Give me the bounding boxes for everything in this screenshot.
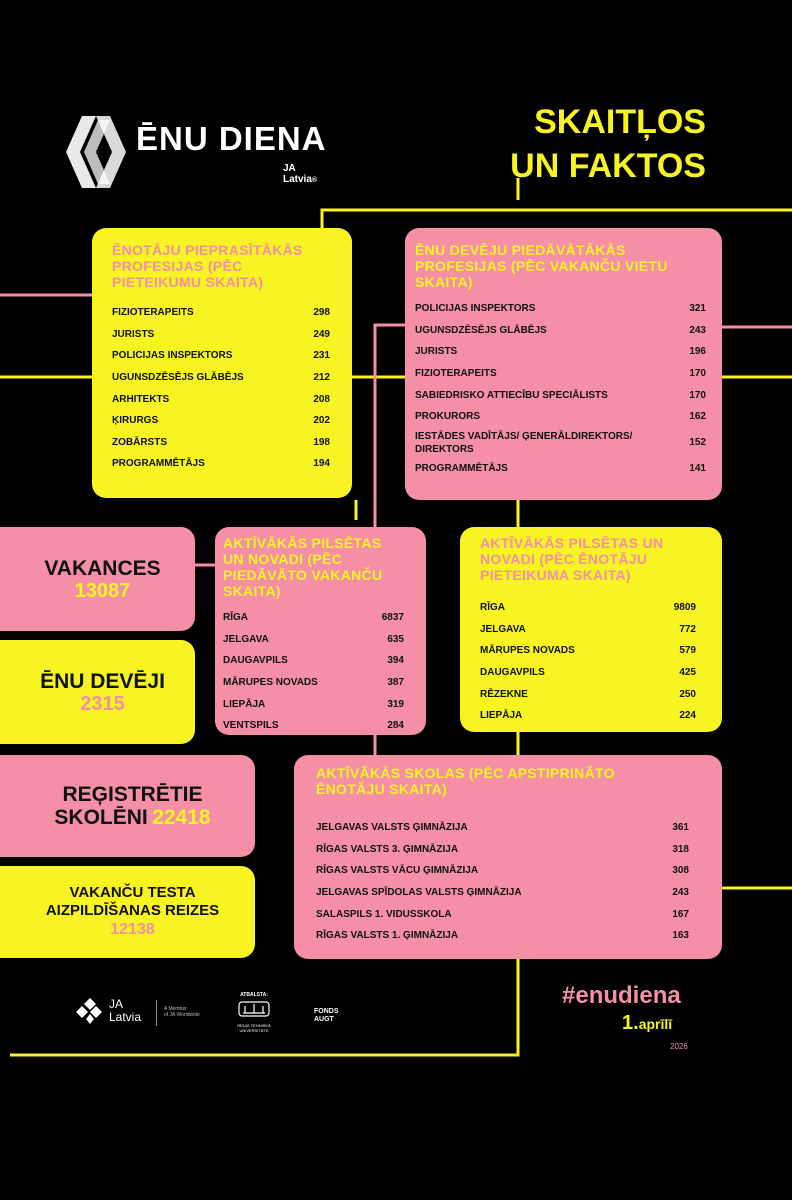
row-value: 298	[313, 307, 330, 319]
row-label: SALASPILS 1. VIDUSSKOLA	[316, 908, 452, 920]
member-text	[164, 1006, 200, 1018]
ja-triangles-icon	[76, 998, 104, 1024]
row-value: 308	[672, 865, 689, 877]
table-row	[480, 640, 696, 662]
table-row	[415, 384, 706, 406]
table-row	[316, 925, 689, 947]
row-value: 9809	[673, 602, 696, 614]
footer-divider	[156, 1000, 157, 1026]
row-label: POLICIJAS INSPEKTORS	[415, 303, 536, 315]
row-value: 6837	[381, 612, 404, 624]
table-row	[316, 903, 689, 925]
row-label: RĪGAS VALSTS 3. ĢIMNĀZIJA	[316, 843, 459, 855]
row-value: 162	[689, 411, 706, 423]
row-value: 196	[689, 346, 706, 358]
stat-line	[54, 806, 210, 829]
brand-logo	[66, 112, 126, 192]
org-mark: ®	[311, 177, 318, 184]
row-label: POLICIJAS INSPEKTORS	[112, 350, 233, 362]
table-row	[415, 406, 706, 428]
row-value: 170	[689, 389, 706, 401]
row-label: PROGRAMMĒTĀJS	[112, 458, 205, 470]
table-row	[480, 619, 696, 641]
org-line2-wrap	[283, 174, 317, 186]
row-value: 212	[313, 372, 330, 384]
rtu-crest-icon	[237, 1000, 271, 1018]
row-value: 635	[387, 633, 404, 645]
stat-value: 13087	[74, 579, 131, 602]
data-table	[415, 298, 706, 479]
schools-card	[294, 755, 722, 959]
table-row	[112, 345, 330, 367]
rtu-line2: UNIVERSITĀTE	[239, 1028, 269, 1033]
date-number: 1.	[622, 1012, 639, 1034]
row-label: JELGAVAS VALSTS ĢIMNĀZIJA	[316, 822, 468, 834]
row-value: 208	[313, 393, 330, 405]
row-label: UGUNSDZĒSĒJS GLĀBĒJS	[112, 372, 244, 384]
stat-value: 12138	[110, 921, 155, 938]
date-word: aprīlī	[638, 1016, 673, 1032]
row-label: RĪGA	[223, 612, 248, 624]
row-label: MĀRUPES NOVADS	[223, 677, 318, 689]
row-value: 167	[672, 908, 689, 920]
row-label: JELGAVA	[480, 623, 526, 635]
row-label: JURISTS	[112, 328, 155, 340]
table-row	[112, 324, 330, 346]
table-row	[112, 367, 330, 389]
row-label: UGUNSDZĒSĒJS GLĀBĒJS	[415, 324, 547, 336]
row-value: 224	[679, 710, 696, 722]
table-row	[480, 597, 696, 619]
vacancies-stat-card	[0, 527, 195, 631]
table-row	[480, 705, 696, 727]
ja-line1: JA	[109, 997, 124, 1011]
row-value: 387	[387, 677, 404, 689]
stat-value: 22418	[152, 806, 211, 829]
row-label: ARHITEKTS	[112, 393, 170, 405]
row-label: SABIEDRISKO ATTIECĪBU SPECIĀLISTS	[415, 389, 608, 401]
supported-label: ATBALSTA:	[240, 992, 268, 998]
headline	[510, 100, 706, 188]
table-row	[415, 363, 706, 385]
row-value: 249	[313, 328, 330, 340]
row-value: 163	[672, 930, 689, 942]
row-label: IESTĀDES VADĪTĀJS/ ĢENERĀLDIREKTORS/ DIREKTORS	[415, 430, 633, 455]
card-title: AKTĪVĀKĀS PILSĒTAS UN NOVADI (PĒC ĒNOTĀJU PIETEIKUMA SKAITA)	[480, 535, 664, 583]
member-line1: A Member	[164, 1006, 187, 1012]
table-row	[112, 453, 330, 475]
hosts-professions-card	[405, 228, 722, 500]
stat-label: REĢISTRĒTIE	[62, 783, 203, 806]
row-label: ZOBĀRSTS	[112, 436, 167, 448]
cities-by-vacancies-card	[215, 527, 426, 735]
row-value: 194	[313, 458, 330, 470]
row-label: JELGAVA	[223, 633, 269, 645]
supporters	[226, 992, 282, 1033]
ja-line2: Latvia	[109, 1010, 142, 1024]
row-value: 202	[313, 415, 330, 427]
brand-title: ĒNU DIENA	[136, 120, 327, 157]
table-row	[112, 388, 330, 410]
row-label: DAUGAVPILS	[480, 667, 545, 679]
table-row	[223, 672, 404, 694]
row-label: FIZIOTERAPEITS	[112, 307, 194, 319]
row-value: 198	[313, 436, 330, 448]
row-label: LIEPĀJA	[223, 698, 266, 710]
table-row	[223, 607, 404, 629]
ja-latvia-logo	[76, 998, 141, 1024]
data-table	[112, 302, 330, 475]
row-value: 250	[679, 688, 696, 700]
row-label: LIEPĀJA	[480, 710, 523, 722]
table-row	[112, 410, 330, 432]
fonds-line2: AUGT	[314, 1016, 334, 1023]
data-table	[316, 817, 689, 947]
stat-label: ĒNU DEVĒJI	[40, 669, 165, 693]
row-label: RĒZEKNE	[480, 688, 528, 700]
table-row	[112, 432, 330, 454]
fonds-augt-logo	[314, 1008, 339, 1024]
table-row	[316, 860, 689, 882]
row-value: 425	[679, 667, 696, 679]
row-label: RĪGA	[480, 602, 505, 614]
row-label: ĶIRURGS	[112, 415, 159, 427]
data-table	[480, 597, 696, 727]
rtu-line1: RĪGAS TEHNISKĀ	[237, 1023, 271, 1028]
row-value: 152	[689, 437, 706, 449]
table-row	[223, 650, 404, 672]
row-label: RĪGAS VALSTS VĀCU ĢIMNĀZIJA	[316, 865, 479, 877]
students-stat-card	[0, 755, 255, 857]
table-row	[415, 298, 706, 320]
table-row	[480, 683, 696, 705]
table-row	[223, 715, 404, 737]
row-value: 321	[689, 303, 706, 315]
stat-label: AIZPILDĪŠANAS REIZES	[45, 902, 220, 919]
org-line2: Latvia	[283, 174, 312, 185]
row-value: 243	[672, 887, 689, 899]
row-value: 772	[679, 623, 696, 635]
table-row	[415, 458, 706, 480]
stat-label: SKOLĒNI	[54, 806, 148, 829]
row-value: 318	[672, 843, 689, 855]
table-row	[415, 428, 706, 458]
row-label: MĀRUPES NOVADS	[480, 645, 575, 657]
member-line2: of JA Worldwide	[164, 1012, 200, 1018]
card-title: AKTĪVĀKĀS SKOLAS (PĒC APSTIPRINĀTO ĒNOTĀJU SKAITA)	[316, 765, 615, 797]
table-row	[415, 320, 706, 342]
row-value: 231	[313, 350, 330, 362]
row-label: VENTSPILS	[223, 720, 279, 732]
enu-diena-logo-icon	[66, 112, 126, 192]
event-date	[622, 1012, 672, 1035]
hashtag: #enudiena	[562, 982, 681, 1009]
hosts-stat-card	[0, 640, 195, 744]
table-row	[112, 302, 330, 324]
card-title: ĒNOTĀJU PIEPRASĪTĀKĀS PROFESIJAS (PĒC PIETEIKUMU SKAITA)	[112, 242, 303, 290]
row-label: FIZIOTERAPEITS	[415, 368, 497, 380]
stat-label: VAKANCES	[44, 556, 161, 580]
stat-value: 2315	[80, 692, 125, 715]
table-row	[316, 882, 689, 904]
row-value: 361	[672, 822, 689, 834]
ja-latvia-text	[109, 998, 141, 1024]
table-row	[316, 817, 689, 839]
row-value: 579	[679, 645, 696, 657]
stat-label: VAKANČU TESTA	[69, 884, 196, 901]
headline-line2: UN FAKTOS	[510, 147, 706, 185]
row-label: RĪGAS VALSTS 1. ĢIMNĀZIJA	[316, 930, 459, 942]
table-row	[223, 629, 404, 651]
job-seekers-professions-card	[92, 228, 352, 498]
row-value: 284	[387, 720, 404, 732]
data-table	[223, 607, 404, 737]
brand-org	[283, 163, 317, 186]
row-label: JURISTS	[415, 346, 458, 358]
row-value: 141	[689, 462, 706, 474]
row-value: 394	[387, 655, 404, 667]
card-title: AKTĪVĀKĀS PILSĒTAS UN NOVADI (PĒC PIEDĀVĀTO VAKANČU SKAITA)	[223, 535, 383, 599]
row-label: JELGAVAS SPĪDOLAS VALSTS ĢIMNĀZIJA	[316, 887, 522, 899]
cities-by-applications-card	[460, 527, 722, 732]
row-label: DAUGAVPILS	[223, 655, 288, 667]
event-year: 2026	[670, 1042, 688, 1051]
fonds-line1: FONDS	[314, 1008, 339, 1015]
row-value: 170	[689, 368, 706, 380]
table-row	[480, 662, 696, 684]
row-label: PROGRAMMĒTĀJS	[415, 462, 508, 474]
table-row	[316, 839, 689, 861]
table-row	[223, 693, 404, 715]
table-row	[415, 341, 706, 363]
card-title: ĒNU DEVĒJU PIEDĀVĀTĀKĀS PROFESIJAS (PĒC VAKANČU VIETU SKAITA)	[415, 242, 668, 290]
org-line1: JA	[283, 163, 296, 174]
headline-line1: SKAITĻOS	[534, 103, 706, 141]
row-label: PROKURORS	[415, 411, 481, 423]
row-value: 243	[689, 324, 706, 336]
test-stat-card	[0, 866, 255, 958]
row-value: 319	[387, 698, 404, 710]
